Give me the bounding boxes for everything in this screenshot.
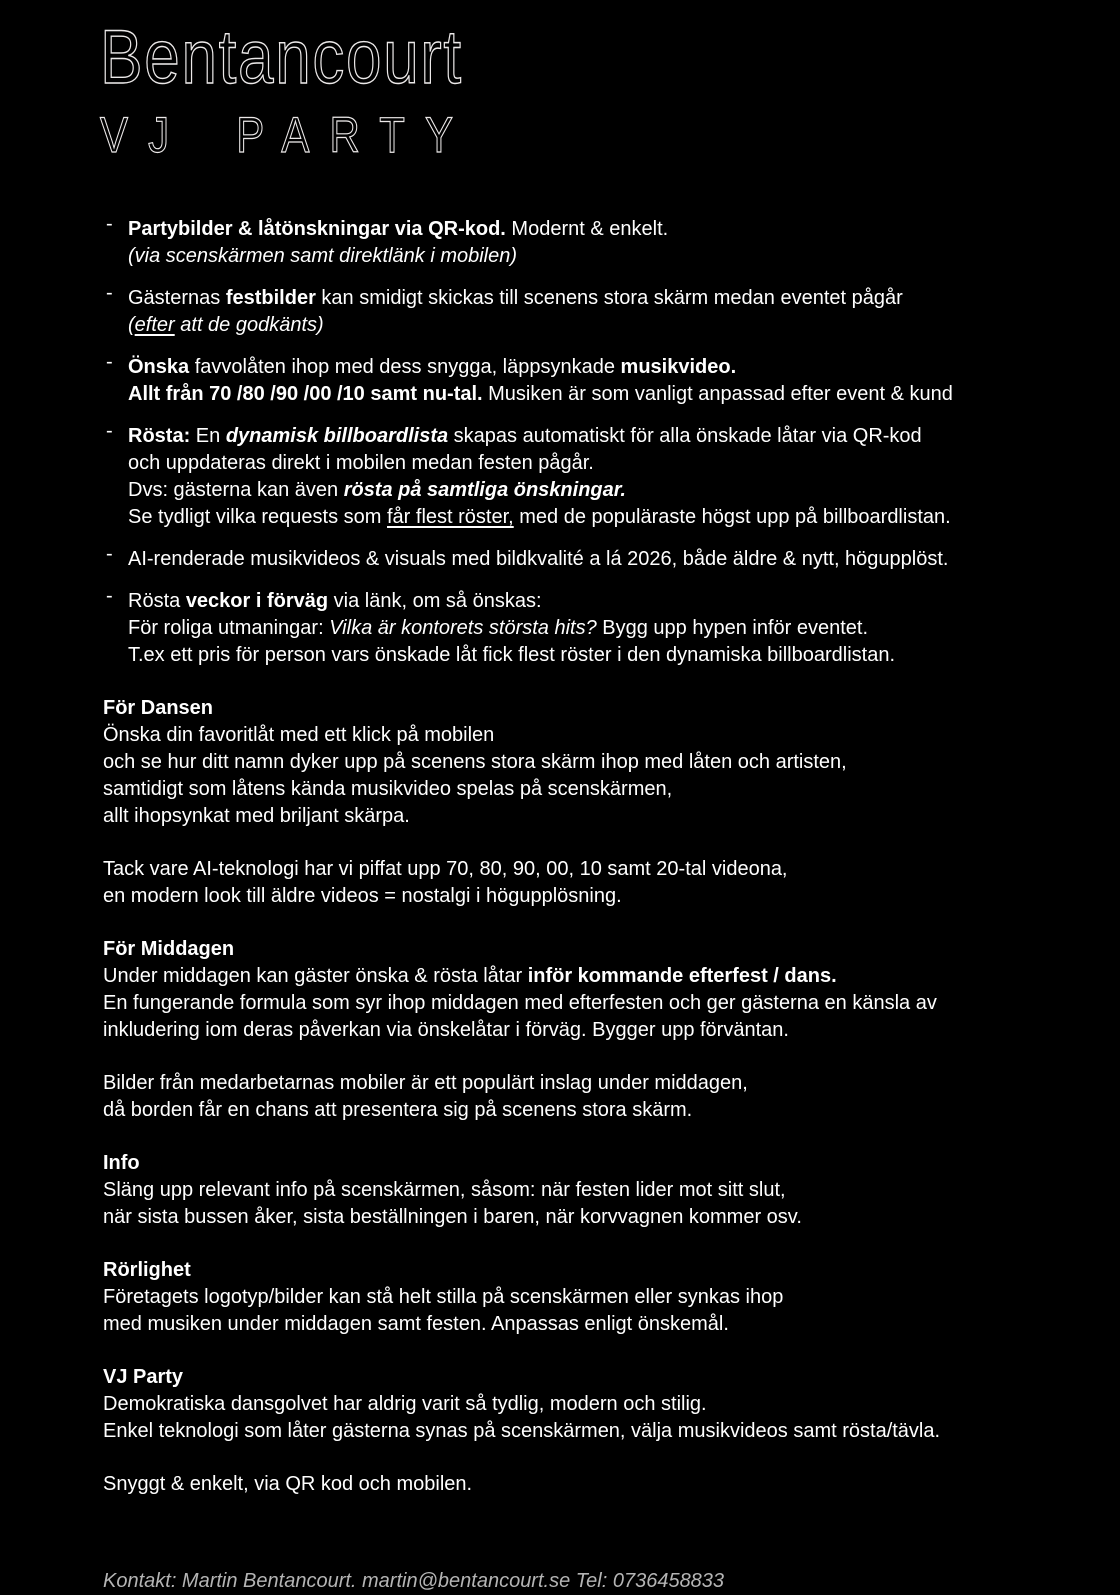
brand-logo — [100, 15, 544, 163]
text-line: med musiken under middagen samt festen. Anpassas enligt önskemål. — [103, 1313, 729, 1335]
bullet-dash: - — [106, 351, 113, 373]
bullet-dash: - — [106, 420, 113, 442]
text-line: Snyggt & enkelt, via QR kod och mobilen. — [103, 1473, 473, 1495]
section-heading: För Dansen — [103, 697, 214, 719]
text-line: samtidigt som låtens kända musikvideo spelas på scenskärmen, — [103, 778, 673, 800]
text-line: Tack vare AI-teknologi har vi piffat upp 70, 80, 90, 00, 10 samt 20-tal videona, — [103, 858, 788, 880]
section-heading: VJ Party — [103, 1366, 184, 1388]
text-line: Se tydligt vilka requests som får flest röster, med de populäraste högst upp på billboardlistan. — [128, 506, 951, 528]
section-heading: Info — [103, 1152, 140, 1174]
text-line: Allt från 70 /80 /90 /00 /10 samt nu-tal. Musiken är som vanligt anpassad efter event & kund — [128, 383, 953, 405]
list-item-ai-video — [103, 543, 1093, 573]
list-item-qr — [103, 213, 1093, 270]
text-line: Rösta: En dynamisk billboardlista skapas automatiskt för alla önskade låtar via QR-kod — [128, 425, 922, 447]
section-info — [103, 1150, 1093, 1231]
text-line: En fungerande formula som syr ihop middagen med efterfesten och ger gästerna en känsla av — [103, 992, 937, 1014]
text-line: inkludering iom deras påverkan via önskelåtar i förväg. Bygger upp förväntan. — [103, 1019, 789, 1041]
paragraph-closing — [103, 1471, 1093, 1498]
bullet-dash: - — [106, 543, 113, 565]
section-heading: För Middagen — [103, 938, 235, 960]
text-line: AI-renderade musikvideos & visuals med bildkvalité a lá 2026, både äldre & nytt, högupplöst. — [128, 548, 949, 570]
brand-subtitle: VJ PARTY — [100, 107, 474, 163]
text-line: och se hur ditt namn dyker upp på scenens stora skärm ihop med låten och artisten, — [103, 751, 847, 773]
text-line: då borden får en chans att presentera sig på scenens stora skärm. — [103, 1099, 693, 1121]
text-line: Partybilder & låtönskningar via QR-kod. Modernt & enkelt. — [128, 218, 669, 240]
text-line: allt ihopsynkat med briljant skärpa. — [103, 805, 410, 827]
section-for-middagen — [103, 936, 1093, 1044]
contact-text: Kontakt: Martin Bentancourt. martin@bentancourt.se Tel: 0736458833 — [103, 1570, 725, 1592]
paragraph-ai-upgrade — [103, 856, 1093, 910]
text-line: Gästernas festbilder kan smidigt skickas till scenens stora skärm medan eventet pågår — [128, 287, 903, 309]
text-line: och uppdateras direkt i mobilen medan festen pågår. — [128, 452, 594, 474]
brand-name: Bentancourt — [100, 15, 463, 100]
bullet-dash: - — [106, 585, 113, 607]
text-line: T.ex ett pris för person vars önskade låt fick flest röster i den dynamiska billboardlistan. — [128, 644, 896, 666]
paragraph-photos — [103, 1070, 1093, 1124]
text-line: Bilder från medarbetarnas mobiler är ett populärt inslag under middagen, — [103, 1072, 748, 1094]
bullet-dash: - — [106, 213, 113, 235]
list-item-forvag — [103, 585, 1093, 669]
section-for-dansen — [103, 695, 1093, 830]
section-vj-party — [103, 1364, 1093, 1445]
text-line: Demokratiska dansgolvet har aldrig varit så tydlig, modern och stilig. — [103, 1393, 707, 1415]
list-item-onska — [103, 351, 1093, 408]
text-line: Önska favvolåten ihop med dess snygga, läppsynkade musikvideo. — [128, 356, 737, 378]
text-line: Under middagen kan gäster önska & rösta låtar inför kommande efterfest / dans. — [103, 965, 837, 987]
feature-list — [103, 213, 1093, 669]
text-line: För roliga utmaningar: Vilka är kontorets största hits? Bygg upp hypen inför eventet. — [128, 617, 869, 639]
text-line: en modern look till äldre videos = nostalgi i högupplösning. — [103, 885, 622, 907]
section-heading: Rörlighet — [103, 1259, 191, 1281]
list-item-festbilder — [103, 282, 1093, 339]
flyer-body — [103, 213, 1093, 1595]
text-line: Släng upp relevant info på scenskärmen, såsom: när festen lider mot sitt slut, — [103, 1179, 786, 1201]
list-item-rosta — [103, 420, 1093, 531]
text-line: Företagets logotyp/bilder kan stå helt stilla på scenskärmen eller synkas ihop — [103, 1286, 784, 1308]
contact-footer — [103, 1568, 1093, 1595]
text-line: Önska din favoritlåt med ett klick på mobilen — [103, 724, 495, 746]
text-line: (via scenskärmen samt direktlänk i mobilen) — [128, 245, 518, 267]
text-line: Enkel teknologi som låter gästerna synas på scenskärmen, välja musikvideos samt rösta/tävla. — [103, 1420, 941, 1442]
text-line: Dvs: gästerna kan även rösta på samtliga önskningar. — [128, 479, 626, 501]
text-line: Rösta veckor i förväg via länk, om så önskas: — [128, 590, 542, 612]
text-line: när sista bussen åker, sista beställningen i baren, när korvvagnen kommer osv. — [103, 1206, 802, 1228]
text-line: (efter att de godkänts) — [128, 314, 324, 336]
bullet-dash: - — [106, 282, 113, 304]
section-rorlighet — [103, 1257, 1093, 1338]
